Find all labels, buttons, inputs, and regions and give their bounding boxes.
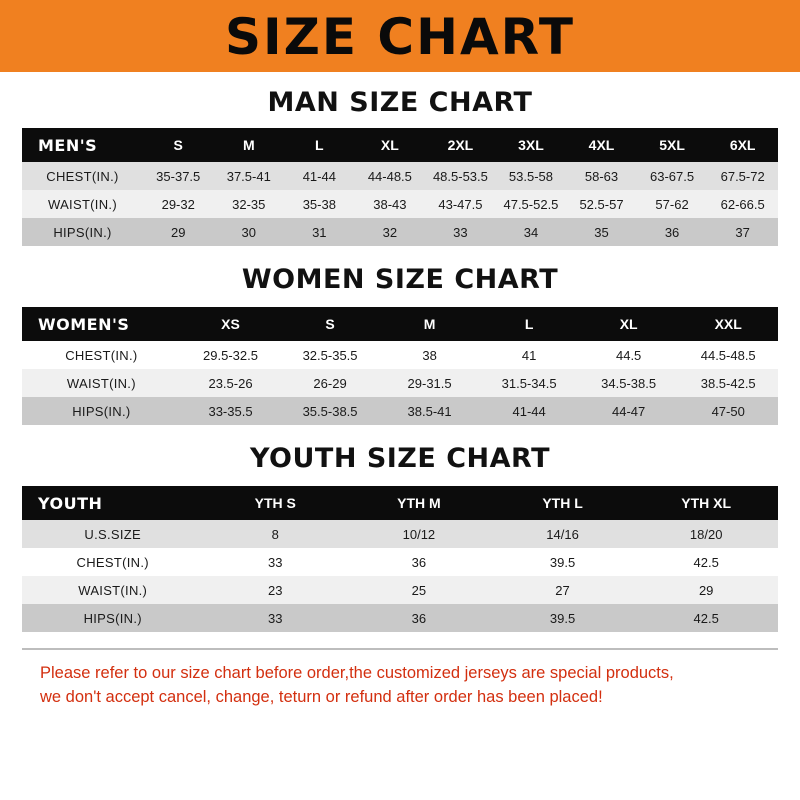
women-header-cell: XXL [678, 307, 778, 341]
cell: 37 [707, 218, 778, 246]
cell: 38.5-42.5 [678, 369, 778, 397]
cell: 36 [347, 548, 491, 576]
men-header-cell: M [214, 128, 285, 162]
table-row [22, 190, 778, 218]
row-label: WAIST(IN.) [22, 190, 143, 218]
cell: 42.5 [634, 604, 778, 632]
men-header-cell: 6XL [707, 128, 778, 162]
men-corner-label: MEN'S [22, 128, 143, 162]
women-header-cell: S [280, 307, 380, 341]
youth-header-cell: YTH XL [634, 486, 778, 520]
cell: 29 [634, 576, 778, 604]
men-header-cell: 3XL [496, 128, 567, 162]
youth-section-title: YOUTH SIZE CHART [249, 443, 551, 474]
table-row [22, 520, 778, 548]
cell: 32 [355, 218, 426, 246]
cell: 58-63 [566, 162, 637, 190]
cell: 36 [347, 604, 491, 632]
table-row [22, 548, 778, 576]
women-header-cell: XL [579, 307, 679, 341]
youth-header-row [22, 486, 778, 520]
cell: 8 [203, 520, 347, 548]
cell: 52.5-57 [566, 190, 637, 218]
cell: 34.5-38.5 [579, 369, 679, 397]
table-row [22, 218, 778, 246]
row-label: HIPS(IN.) [22, 604, 203, 632]
women-section-title: WOMEN SIZE CHART [241, 264, 559, 295]
cell: 44-48.5 [355, 162, 426, 190]
footer-line-1: Please refer to our size chart before order,the customized jerseys are special products, [40, 664, 674, 682]
youth-header-cell: YTH L [491, 486, 635, 520]
women-header-row [22, 307, 778, 341]
table-row [22, 397, 778, 425]
women-size-table [22, 307, 778, 425]
cell: 27 [491, 576, 635, 604]
cell: 35-38 [284, 190, 355, 218]
cell: 63-67.5 [637, 162, 708, 190]
cell: 44-47 [579, 397, 679, 425]
cell: 10/12 [347, 520, 491, 548]
cell: 31.5-34.5 [479, 369, 579, 397]
cell: 62-66.5 [707, 190, 778, 218]
row-label: HIPS(IN.) [22, 218, 143, 246]
cell: 34 [496, 218, 567, 246]
cell: 26-29 [280, 369, 380, 397]
cell: 29.5-32.5 [181, 341, 281, 369]
cell: 41-44 [284, 162, 355, 190]
footer-disclaimer [22, 648, 778, 710]
footer-line-2: we don't accept cancel, change, teturn or refund after order has been placed! [40, 687, 603, 706]
row-label: CHEST(IN.) [22, 162, 143, 190]
cell: 32.5-35.5 [280, 341, 380, 369]
men-header-row [22, 128, 778, 162]
women-table-head [22, 307, 778, 341]
cell: 42.5 [634, 548, 778, 576]
youth-size-table [22, 486, 778, 632]
row-label: U.S.SIZE [22, 520, 203, 548]
table-row [22, 604, 778, 632]
cell: 41 [479, 341, 579, 369]
cell: 33 [203, 604, 347, 632]
cell: 25 [347, 576, 491, 604]
women-header-cell: M [380, 307, 480, 341]
men-header-cell: 4XL [566, 128, 637, 162]
cell: 23 [203, 576, 347, 604]
youth-header-cell: YTH M [347, 486, 491, 520]
cell: 37.5-41 [214, 162, 285, 190]
men-table-body [22, 162, 778, 246]
cell: 39.5 [491, 604, 635, 632]
cell: 53.5-58 [496, 162, 567, 190]
men-header-cell: XL [355, 128, 426, 162]
men-header-cell: 2XL [425, 128, 496, 162]
cell: 31 [284, 218, 355, 246]
cell: 33-35.5 [181, 397, 281, 425]
cell: 38-43 [355, 190, 426, 218]
table-row [22, 341, 778, 369]
men-size-table [22, 128, 778, 246]
cell: 14/16 [491, 520, 635, 548]
row-label: WAIST(IN.) [22, 369, 181, 397]
cell: 57-62 [637, 190, 708, 218]
row-label: CHEST(IN.) [22, 548, 203, 576]
table-row [22, 576, 778, 604]
youth-corner-label: YOUTH [22, 486, 203, 520]
cell: 48.5-53.5 [425, 162, 496, 190]
cell: 44.5 [579, 341, 679, 369]
cell: 33 [203, 548, 347, 576]
cell: 18/20 [634, 520, 778, 548]
cell: 30 [214, 218, 285, 246]
cell: 29-32 [143, 190, 214, 218]
cell: 33 [425, 218, 496, 246]
cell: 29-31.5 [380, 369, 480, 397]
cell: 44.5-48.5 [678, 341, 778, 369]
header-banner [0, 0, 800, 72]
cell: 35-37.5 [143, 162, 214, 190]
content-area [0, 72, 800, 710]
cell: 29 [143, 218, 214, 246]
cell: 32-35 [214, 190, 285, 218]
cell: 47-50 [678, 397, 778, 425]
cell: 38.5-41 [380, 397, 480, 425]
women-header-cell: L [479, 307, 579, 341]
women-header-cell: XS [181, 307, 281, 341]
youth-header-cell: YTH S [203, 486, 347, 520]
cell: 36 [637, 218, 708, 246]
row-label: WAIST(IN.) [22, 576, 203, 604]
cell: 35.5-38.5 [280, 397, 380, 425]
table-row [22, 369, 778, 397]
banner-right-fill [688, 0, 800, 72]
banner-left-fill [0, 0, 112, 72]
cell: 23.5-26 [181, 369, 281, 397]
men-header-cell: 5XL [637, 128, 708, 162]
youth-table-body [22, 520, 778, 632]
cell: 41-44 [479, 397, 579, 425]
youth-table-head [22, 486, 778, 520]
women-table-body [22, 341, 778, 425]
row-label: HIPS(IN.) [22, 397, 181, 425]
table-row [22, 162, 778, 190]
men-table-head [22, 128, 778, 162]
cell: 43-47.5 [425, 190, 496, 218]
cell: 38 [380, 341, 480, 369]
men-header-cell: S [143, 128, 214, 162]
cell: 35 [566, 218, 637, 246]
women-corner-label: WOMEN'S [22, 307, 181, 341]
cell: 67.5-72 [707, 162, 778, 190]
row-label: CHEST(IN.) [22, 341, 181, 369]
cell: 39.5 [491, 548, 635, 576]
men-header-cell: L [284, 128, 355, 162]
cell: 47.5-52.5 [496, 190, 567, 218]
page-title: SIZE CHART [224, 8, 576, 66]
men-section-title: MAN SIZE CHART [267, 87, 533, 118]
